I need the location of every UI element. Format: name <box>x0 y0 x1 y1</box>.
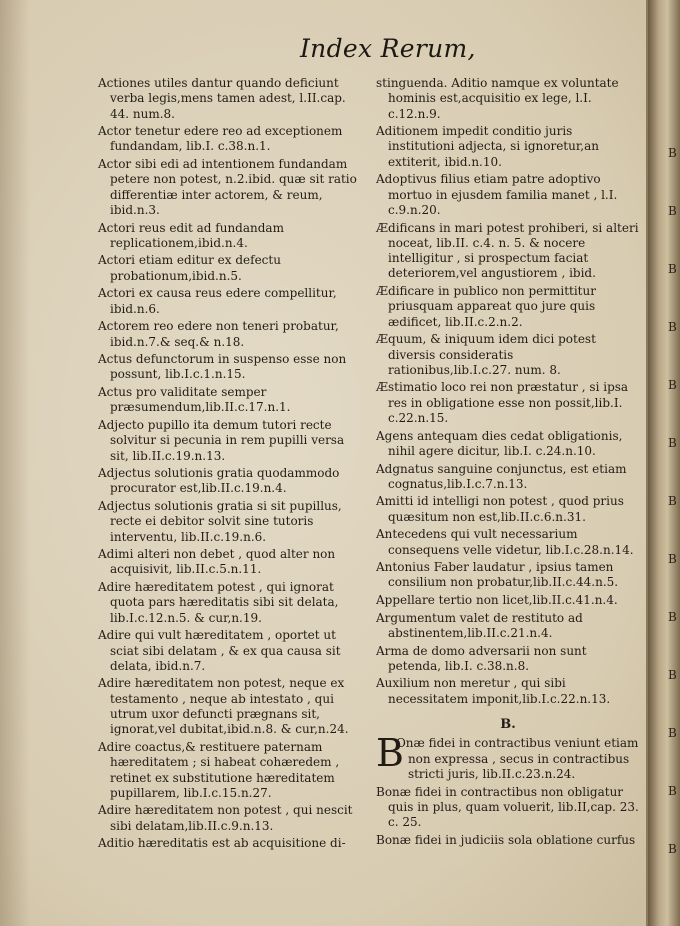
index-entry: Argumentum valet de restituto ad abstinentem,lib.II.c.21.n.4. <box>376 610 583 640</box>
index-entry: stinguenda. Aditio namque ex voluntate hominis est,acquisitio ex lege, l.I. c.12.n.9. <box>376 76 619 121</box>
index-entry: Actori etiam editur ex defectu probationum,ibid.n.5. <box>98 253 281 283</box>
next-page-letter: B <box>668 552 677 566</box>
next-page-letter: B <box>668 842 677 856</box>
index-entry: Ædificare in publico non permittitur priusquam appareat quo jure quis ædificet, lib.II.c.2.n.2. <box>376 284 596 329</box>
page-edge-shadow <box>0 0 30 926</box>
index-entry: Ædificans in mari potest prohiberi, si alteri noceat, lib.II. c.4. n. 5. & nocere intelligitur , si prospectum faciat deteriorem,vel angustiorem , ibid. <box>376 220 639 281</box>
index-entry: Appellare tertio non licet,lib.II.c.41.n.4. <box>376 593 618 608</box>
right-column <box>376 76 640 850</box>
index-entry: Actus pro validitate semper præsumendum,lib.II.c.17.n.1. <box>98 385 291 415</box>
index-entry: Æstimatio loco rei non præstatur , si ipsa res in obligatione esse non possit,lib.I. c.22.n.15. <box>376 380 629 426</box>
index-entry: Adjectus solutionis gratia si sit pupillus, recte ei debitor solvit sine tutoris interventu, lib.II.c.19.n.6. <box>98 498 342 544</box>
index-entry <box>376 731 640 782</box>
index-entry: Agens antequam dies cedat obligationis, nihil agere dicitur, lib.I. c.24.n.10. <box>376 428 623 458</box>
index-entry: Aditionem impedit conditio juris institutioni adjecta, si ignoretur,an extiterit, ibid.n.10. <box>376 124 599 169</box>
index-entry-text: Onæ fidei in contractibus veniunt etiam non expressa , secus in contractibus stricti juris, lib.II.c.23.n.24. <box>395 736 639 781</box>
index-entry: Adjecto pupillo ita demum tutori recte solvitur si pecunia in rem pupilli versa sit, lib.II.c.19.n.13. <box>98 417 345 463</box>
index-entry: Adimi alteri non debet , quod alter non acquisivit, lib.II.c.5.n.11. <box>98 547 336 577</box>
next-page-letter: B <box>668 320 677 334</box>
next-page-letter: B <box>668 204 677 218</box>
index-entry: Adire qui vult hæreditatem , oportet ut sciat sibi delatam , & ex qua causa sit delata, ibid.n.7. <box>98 628 341 673</box>
index-entry: Adjectus solutionis gratia quodammodo procurator est,lib.II.c.19.n.4. <box>98 466 340 496</box>
section-b-entries <box>376 785 640 848</box>
next-page-letter: B <box>668 726 677 740</box>
index-entry: Adire hæreditatem potest , qui ignorat quota pars hæreditatis sibi sit delata, lib.I.c.12.n.5. & cur,n.19. <box>98 580 339 625</box>
index-entry: Actori ex causa reus edere compellitur, ibid.n.6. <box>98 286 337 316</box>
index-entry: Adire hæreditatem non potest, neque ex testamento , neque ab intestato , qui utrum uxor defuncti prægnans sit, ignorat,vel dubitat,ibid.n.8. & cur,n.24. <box>98 676 349 737</box>
index-entry: Auxilium non meretur , qui sibi necessitatem imponit,lib.I.c.22.n.13. <box>376 676 611 706</box>
next-page-edge <box>654 0 680 926</box>
index-entry: Actorem reo edere non teneri probatur, ibid.n.7.& seq.& n.18. <box>98 319 339 349</box>
index-entry: Antecedens qui vult necessarium consequens velle videtur, lib.I.c.28.n.14. <box>376 527 634 557</box>
index-entry: Arma de domo adversarii non sunt petenda, lib.I. c.38.n.8. <box>376 643 587 673</box>
index-entry: Adoptivus filius etiam patre adoptivo mortuo in ejusdem familia manet , l.I. c.9.n.20. <box>376 172 618 217</box>
index-entry: Actus defunctorum in suspenso esse non possunt, lib.I.c.1.n.15. <box>98 352 347 382</box>
next-page-letter: B <box>668 610 677 624</box>
left-column <box>98 76 366 854</box>
index-entry: Amitti id intelligi non potest , quod prius quæsitum non est,lib.II.c.6.n.31. <box>376 494 624 524</box>
index-entry: Actor tenetur edere reo ad exceptionem fundandam, lib.I. c.38.n.1. <box>98 124 343 154</box>
index-entry: Antonius Faber laudatur , ipsius tamen consilium non probatur,lib.II.c.44.n.5. <box>376 560 619 590</box>
right-column-entries <box>376 76 640 707</box>
drop-cap: B <box>376 731 404 776</box>
next-page-letter: B <box>668 784 677 798</box>
section-letter: B. <box>500 717 516 733</box>
index-entry: Æquum, & iniquum idem dici potest diversis consideratis rationibus,lib.I.c.27. num. 8. <box>376 332 596 377</box>
next-page-letter: B <box>668 378 677 392</box>
index-entry: Adire hæreditatem non potest , qui nescit sibi delatam,lib.II.c.9.n.13. <box>98 803 353 833</box>
page-header: Index Rerum, <box>300 34 476 63</box>
next-page-letter: B <box>668 262 677 276</box>
index-entry: Actor sibi edi ad intentionem fundandam petere non potest, n.2.ibid. quæ sit ratio differentiæ inter actorem, & reum, ibid.n.3. <box>98 157 357 217</box>
index-entry: Adgnatus sanguine conjunctus, est etiam cognatus,lib.I.c.7.n.13. <box>376 461 627 491</box>
index-entry: Actiones utiles dantur quando deficiunt verba legis,mens tamen adest, l.II.cap. 44. num.8. <box>98 76 346 121</box>
index-entry: Bonæ fidei in contractibus non obligatur quis in plus, quam voluerit, lib.II,cap. 23. c. 25. <box>376 784 639 830</box>
next-page-letter: B <box>668 494 677 508</box>
index-entry: Aditio hæreditatis est ab acquisitione di- <box>98 836 346 851</box>
index-entry: Adire coactus,& restituere paternam hæreditatem ; si habeat cohæredem , retinet ex substitutione hæreditatem pupillarem, lib.I.c.15.n.27. <box>98 739 340 800</box>
next-page-letter: B <box>668 436 677 450</box>
next-page-letter: B <box>668 146 677 160</box>
index-entry: Actori reus edit ad fundandam replicationem,ibid.n.4. <box>98 220 284 250</box>
next-page-letter: B <box>668 668 677 682</box>
index-entry: Bonæ fidei in judiciis sola oblatione curfus <box>376 832 636 847</box>
